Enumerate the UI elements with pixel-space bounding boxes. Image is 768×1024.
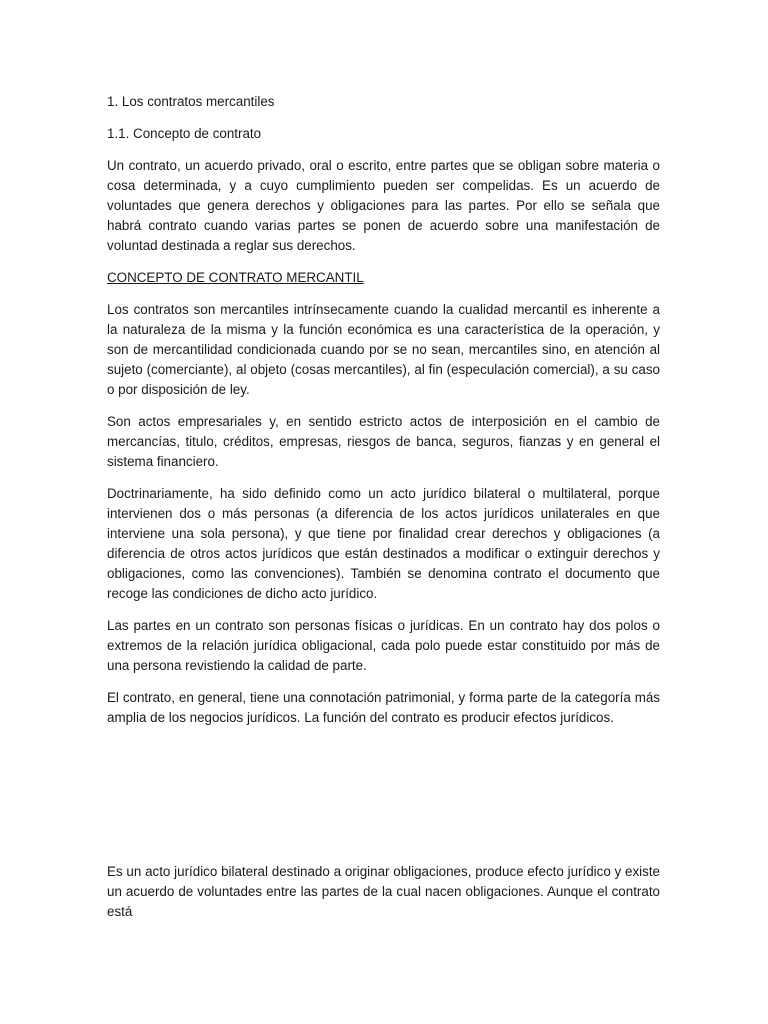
document-body-continued: [107, 862, 660, 934]
paragraph-contract-parties: Las partes en un contrato son personas físicas o jurídicas. En un contrato hay dos polos o extremos de la relación jurídica obligacional, cada polo puede estar constituido por más de una persona revistiendo la calidad de parte.: [107, 618, 660, 673]
paragraph-patrimonial-connotation: El contrato, en general, tiene una connotación patrimonial, y forma parte de la categoría más amplia de los negocios jurídicos. La función del contrato es producir efectos jurídicos.: [107, 690, 660, 725]
document-body: [107, 92, 660, 740]
section-heading: 1. Los contratos mercantiles: [107, 94, 275, 109]
paragraph-contract-definition: Un contrato, un acuerdo privado, oral o escrito, entre partes que se obligan sobre materia o cosa determinada, y a cuyo cumplimiento pueden ser compelidas. Es un acuerdo de voluntades que genera derechos y obligaciones para las partes. Por ello se señala que habrá contrato cuando varias partes se ponen de acuerdo sobre una manifestación de voluntad destinada a reglar sus derechos.: [107, 158, 660, 253]
paragraph-doctrinal-definition: Doctrinariamente, ha sido definido como un acto jurídico bilateral o multilateral, porque intervienen dos o más personas (a diferencia de los actos jurídicos unilaterales en que interviene una sola persona), y que tiene por finalidad crear derechos y obligaciones (a diferencia de otros actos jurídicos que están destinados a modificar o extinguir derechos y obligaciones, como las convenciones). También se denomina contrato el documento que recoge las condiciones de dicho acto jurídico.: [107, 486, 660, 601]
paragraph-business-acts: Son actos empresariales y, en sentido estricto actos de interposición en el cambio de mercancías, titulo, créditos, empresas, riesgos de banca, seguros, fianzas y en general el sistema financiero.: [107, 414, 660, 469]
paragraph-mercantile-contracts: Los contratos son mercantiles intrínsecamente cuando la cualidad mercantil es inherente a la naturaleza de la misma y la función económica es una característica de la operación, y son de mercantilidad condicionada cuando por se no sean, mercantiles sino, en atención al sujeto (comerciante), al objeto (cosas mercantiles), al fin (especulación comercial), a su caso o por disposición de ley.: [107, 302, 660, 397]
underlined-subheading: CONCEPTO DE CONTRATO MERCANTIL: [107, 270, 364, 285]
paragraph-bilateral-act: Es un acto jurídico bilateral destinado a originar obligaciones, produce efecto jurídico y existe un acuerdo de voluntades entre las partes de la cual nacen obligaciones. Aunque el contrato está: [107, 864, 660, 919]
subsection-heading: 1.1. Concepto de contrato: [107, 126, 262, 141]
